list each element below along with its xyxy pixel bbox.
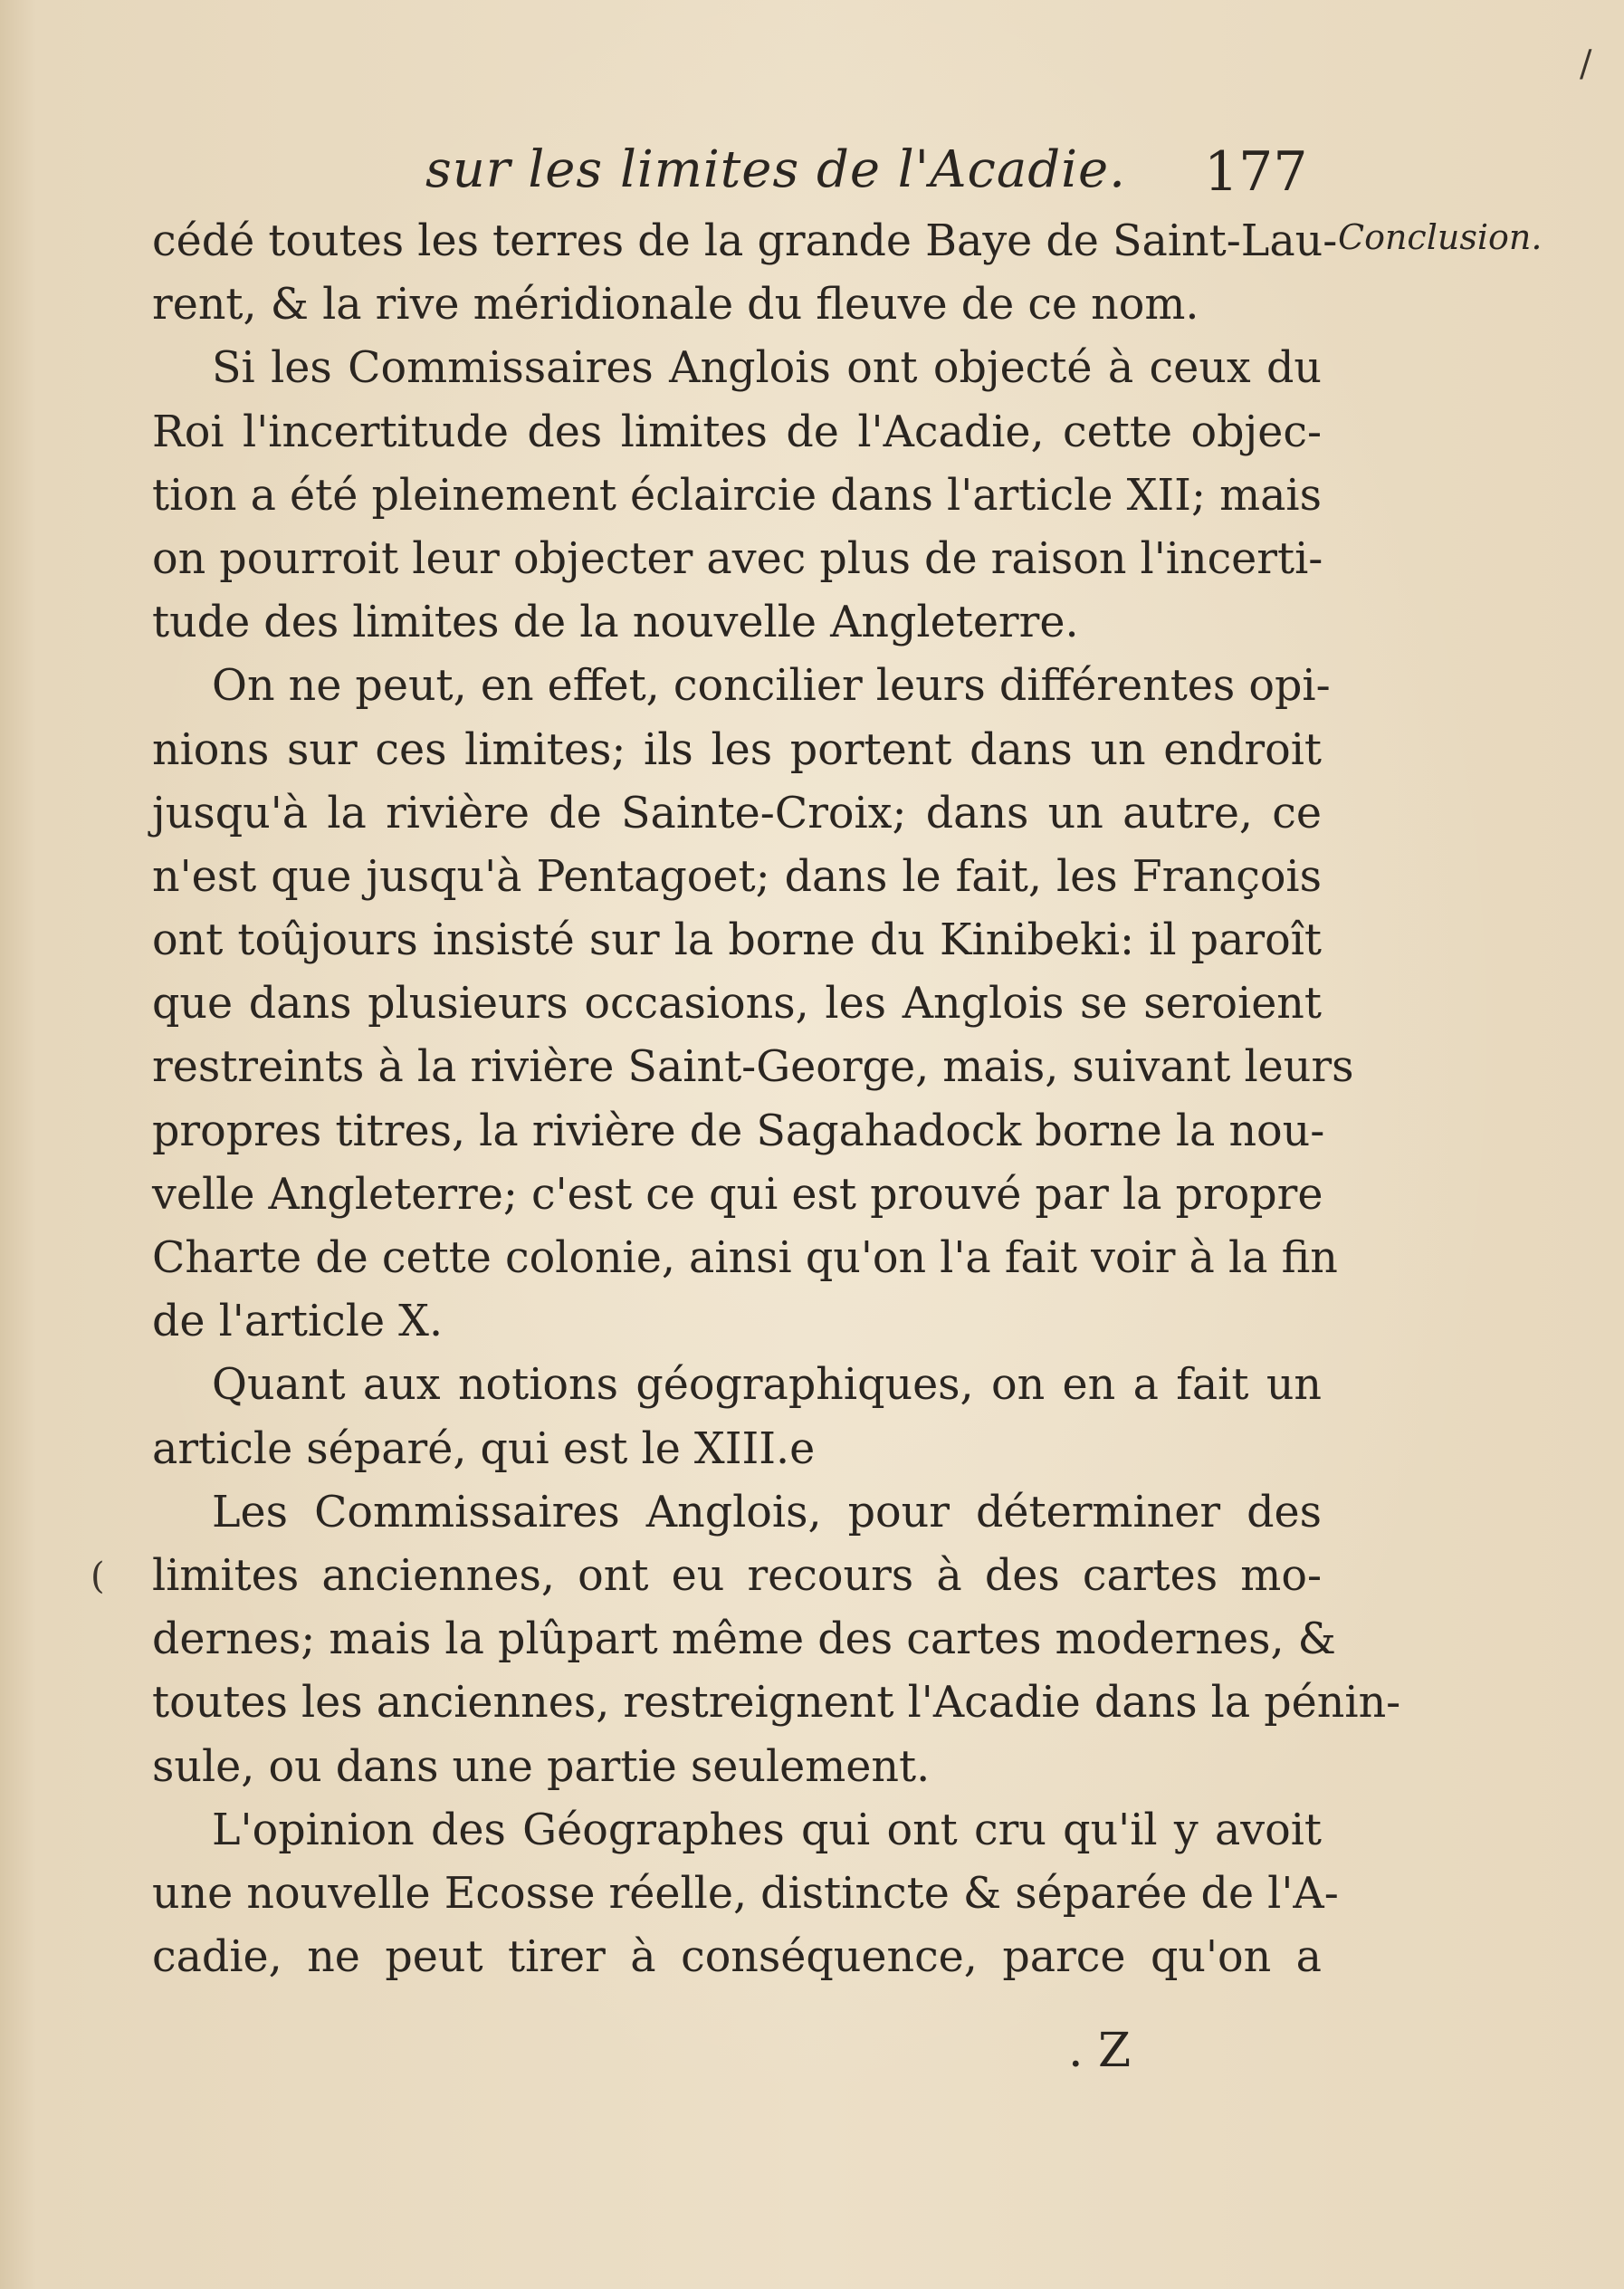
text-line: on pourroit leur objecter avec plus de raison l'incerti- bbox=[152, 533, 1323, 584]
text-line: Roi l'incertitude des limites de l'Acadie, cette objec- bbox=[152, 407, 1322, 457]
text-line: velle Angleterre; c'est ce qui est prouvé par la propre bbox=[152, 1169, 1323, 1220]
text-line: L'opinion des Géographes qui ont cru qu'il y avoit bbox=[212, 1805, 1322, 1855]
page-header bbox=[0, 140, 1624, 213]
text-line: rent, & la rive méridionale du fleuve de ce nom. bbox=[152, 280, 1199, 330]
body-text bbox=[152, 210, 1401, 1989]
text-line: dernes; mais la plûpart même des cartes modernes, & bbox=[152, 1614, 1336, 1665]
text-line: toutes les anciennes, restreignent l'Acadie dans la pénin- bbox=[152, 1678, 1401, 1729]
text-line: cédé toutes les terres de la grande Baye de Saint-Lau- bbox=[152, 216, 1338, 266]
stray-mark: / bbox=[1580, 43, 1592, 85]
text-line: tion a été pleinement éclaircie dans l'article XII; mais bbox=[152, 470, 1322, 521]
signature-mark: . Z bbox=[1068, 2024, 1132, 2078]
stray-mark: ( bbox=[91, 1556, 105, 1597]
text-line: n'est que jusqu'à Pentagoet; dans le fait, les François bbox=[152, 851, 1322, 902]
text-line: ont toûjours insisté sur la borne du Kinibeki: il paroît bbox=[152, 915, 1322, 966]
text-line: une nouvelle Ecosse réelle, distincte & séparée de l'A- bbox=[152, 1868, 1339, 1919]
text-line: Quant aux notions géographiques, on en a fait un bbox=[212, 1360, 1322, 1411]
text-line: Les Commissaires Anglois, pour déterminer des bbox=[212, 1487, 1322, 1537]
running-title: sur les limites de l'Acadie. bbox=[425, 140, 1126, 199]
text-line: de l'article X. bbox=[152, 1297, 444, 1347]
text-line: article séparé, qui est le XIII.e bbox=[152, 1423, 816, 1474]
text-line: cadie, ne peut tirer à conséquence, parce qu'on a bbox=[152, 1932, 1322, 1983]
text-line: limites anciennes, ont eu recours à des cartes mo- bbox=[152, 1550, 1322, 1601]
text-line: nions sur ces limites; ils les portent dans un endroit bbox=[152, 724, 1322, 775]
text-line: que dans plusieurs occasions, les Anglois se seroient bbox=[152, 979, 1322, 1030]
marginal-note: Conclusion. bbox=[1338, 217, 1543, 257]
text-line: On ne peut, en effet, concilier leurs différentes opi- bbox=[212, 661, 1331, 712]
text-line: Charte de cette colonie, ainsi qu'on l'a fait voir à la fin bbox=[152, 1233, 1338, 1283]
text-line: propres titres, la rivière de Sagahadock borne la nou- bbox=[152, 1106, 1325, 1156]
text-line: Si les Commissaires Anglois ont objecté à ceux du bbox=[212, 343, 1322, 394]
text-line: tude des limites de la nouvelle Angleterre. bbox=[152, 598, 1079, 648]
text-line: jusqu'à la rivière de Sainte-Croix; dans un autre, ce bbox=[152, 788, 1322, 838]
text-line: restreints à la rivière Saint-George, mais, suivant leurs bbox=[152, 1042, 1354, 1093]
text-line: sule, ou dans une partie seulement. bbox=[152, 1741, 931, 1792]
page-number: 177 bbox=[1204, 140, 1308, 204]
